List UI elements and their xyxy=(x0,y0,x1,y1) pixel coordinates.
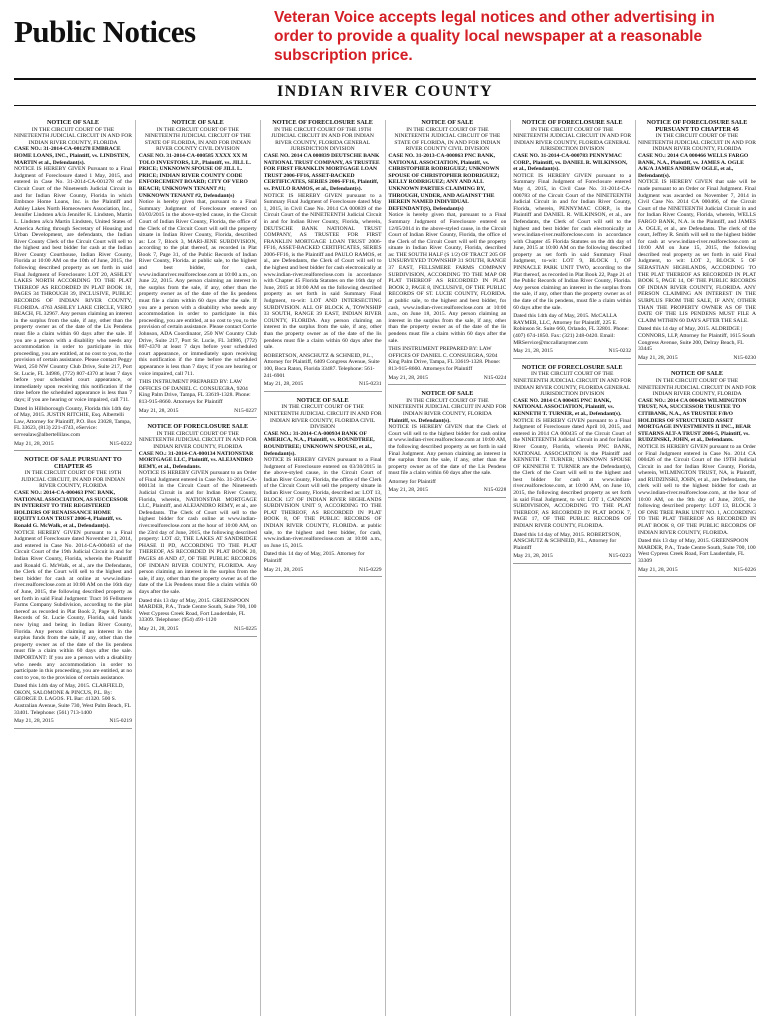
case-caption: Plaintiff, vs. Defendant(s). xyxy=(388,417,451,424)
case-caption: CASE NO.: 31-2014-CA-000134 NATIONSTAR MORTGAGE LLC, Plaintiff, vs. ALEJANDRO REMY, et al., Defendants. xyxy=(138,450,254,470)
legal-notice xyxy=(513,365,631,564)
legal-notice xyxy=(139,424,257,636)
case-caption: CASE NO. 31-2013-CA-000863 PNC BANK, NATIONAL ASSOCIATION, Plaintiff, vs. CHRISTOPHER RODRIGUEZ; UNKNOWN SPOUSE OF CHRISTOPHER RODRIGUEZ; KELLY RODRIGUEZ; ANY AND ALL UNKNOWN PARTIES CLAIMING BY, THROUGH, UNDER, AND AGAINST THE HEREIN NAMED INDIVIDUAL DEFENDANT(S), Defendant(s) xyxy=(388,152,500,212)
notice-reference: N15-0223 xyxy=(608,553,632,560)
notice-heading: NOTICE OF FORECLOSURE SALE xyxy=(272,120,373,126)
notice-footer xyxy=(14,441,132,448)
publication-dates: May 21, 28, 2015 xyxy=(263,566,304,573)
notice-signature: Dated this 14 day of May, 2015. ALDRIDGE | CONNORS, LLP, Attorney for Plaintiff, 1615 South Congress Avenue, Suite 200, Delray Beach, FL 33445 xyxy=(638,326,756,353)
notice-body: NOTICE IS HEREBY GIVEN pursuant to a Final Judgment of Foreclosure dated April 10, 2015, and entered in 2014 CA 000435 of the Circuit Court of the NINETEENTH Judicial Circuit in and for Indian River County, Florida, wherein PNC BANK, NATIONAL ASSOCIATION is the Plaintiff and KENNETH T. TURNER; UNKNOWN SPOUSE OF KENNETH T. TURNER are the Defendant(s), the Clerk of the Court will sell to the highest and best bidder for cash at www.indian-river.realforeclose.com, at 10:00 AM, on June 10, 2015, the following described property as set forth in said Final Judgment, to wit: LOT 1, CANNON SUBDIVISION, ACCORDING TO THE PLAT THEREOF, AS RECORDED IN PLAT BOOK 7, PAGE 17, OF THE PUBLIC RECORDS OF INDIAN RIVER COUNTY, FLORIDA. xyxy=(513,417,632,530)
legal-notice xyxy=(513,120,631,359)
notice-separator xyxy=(264,391,382,392)
notice-signature: THIS INSTRUMENT PREPARED BY: LAW OFFICES OF DANIEL C. CONSUEGRA, 9204 King Palm Drive, Tampa, FL 33619-1328. Phone: 813-915-8660. Attorneys for Plaintiff xyxy=(388,346,501,372)
publication-dates: May 21, 28, 2015 xyxy=(14,718,54,725)
case-caption: CASE NO. 31-2014-CA-000783 PENNYMAC CORP., Plaintiff, vs. DANIEL R. WILKINSON, et al., Defendant(s). xyxy=(513,152,628,173)
notice-body: NOTICE HEREBY GIVEN pursuant to a Final Judgment of Foreclosure dated November 21, 2014, and entered in Case No. 2014-CA-000463 of the Circuit Court of the 19th Judicial Circuit in and for Indian River County, Florida, wherein the Plaintiff and Ronald G. McWalk, et al., are the Defendants, the Clerk of the Court will sell to the highest and best bidder for cash at online at www.indian-river.realforeclose.com at 10:00 AM on the 16th day of June, 2015, the following described property as set forth in said Final Judgment: Tract 16 Fellsmere Farms Company Subdivision, according to the plat thereof as recorded in Plat Book 2, Page 8, Public Records of St. Lucie County, Florida, said lands now lying and being in Indian River County, Florida. Any person claiming an interest in the surplus funds from the sale, if any, other than the property owner as of the date of the lis pendens must file a claim within 60 days after the sale. IMPORTANT: If you are a person with a disability who needs any accommodation in order to participate in this proceeding, you are entitled, at no cost to you, to the provision of certain assistance. xyxy=(14,529,132,681)
notice-reference: N15-0227 xyxy=(234,407,257,414)
notice-column xyxy=(513,120,631,1016)
legal-notice xyxy=(638,371,756,577)
publication-dates: May 21, 28, 2015 xyxy=(638,354,678,361)
notice-heading: NOTICE OF FORECLOSURE SALE PURSUANT TO CHAPTER 45 xyxy=(646,120,748,133)
notice-reference: N15-0224 xyxy=(483,374,507,381)
case-caption: CASE NO.: 31-2014-CA-001278 EMBRACE HOME LOANS, INC., Plaintiff, vs. LINDSTEN, MARTIN et al., Defendant(s). xyxy=(14,146,130,166)
case-caption: CASE NO. 31-2014-CA-000585 XXXX XX M TOLO INVESTORS, LP., Plaintiff, vs. JILL L. PRICE; UNKNOWN SPOUSE OF JILL L. PRICE; INDIAN RIVER COUNTY CODE ENFORCEMENT BOARD; CITY OF VERO BEACH; UNKNOWN TENANT #1; UNKNOWN TENANT #2, Defendant(s) xyxy=(138,152,251,199)
notice-separator xyxy=(139,636,257,637)
notice-signature: Dated this 13 day of May, 2015. GREENSPOON MARDER, P.A., Trade Centre South, Suite 700, 100 West Cypress Creek Road, Fort Lauderdale, FL 33309. Telephone: (954) 491-1120 xyxy=(138,597,257,624)
notice-signature: Dated this 14 day of May, 2015. ROBERTSON, ANSCHUTZ & SCHNEID, P.L., Attorney for Plaintiff xyxy=(513,531,621,551)
publication-dates: May 21, 28, 2015 xyxy=(388,487,429,494)
legal-notice xyxy=(388,391,506,498)
publication-dates: May 21, 28, 2015 xyxy=(513,553,553,560)
notice-signature: Dated this 13 day of May, 2015. GREENSPOON MARDER, P.A., Trade Centre South, Suite 700, 100 West Cypress Creek Road, Fort Lauderdale, FL 33309 xyxy=(638,538,756,564)
notice-reference: N15-0219 xyxy=(109,718,132,725)
notice-heading: NOTICE OF SALE xyxy=(296,396,349,404)
notice-heading: NOTICE OF SALE xyxy=(670,370,724,378)
publication-dates: May 21, 28, 2015 xyxy=(513,348,553,355)
top-rule xyxy=(14,78,756,80)
notice-separator xyxy=(513,563,631,564)
column-rule xyxy=(385,120,386,1016)
notice-signature: THIS INSTRUMENT PREPARED BY: LAW OFFICES OF DANIEL C. CONSUEGRA, 9204 King Palm Drive, Tampa, FL 33619-1328. Phone: 813-915-8660. Attorneys for Plaintiff xyxy=(138,379,251,405)
notice-reference: N15-0229 xyxy=(358,566,382,573)
court-name: IN THE CIRCUIT COURT OF THE NINETEENTH JUDICIAL CIRCUIT IN AND FOR INDIAN RIVER COUNTY, FLORIDA xyxy=(138,430,257,450)
publication-dates: May 21, 28, 2015 xyxy=(263,381,304,388)
notice-heading: NOTICE OF SALE xyxy=(46,120,100,126)
notice-reference: N15-0230 xyxy=(733,354,756,361)
notice-signature: Dated this 14 day of May, 2015. Attorney for Plaintiff xyxy=(263,551,365,564)
notice-separator xyxy=(14,450,132,451)
notice-footer xyxy=(388,375,506,382)
notice-body: NOTICE IS HEREBY GIVEN pursuant to a Summary Final Judgment of Foreclosure dated May 1, 2015, in Civil Case No. 2014 CA 000839 of the Circuit Court of the NINETEENTH Judicial Circuit in and for Indian River County, Florida, wherein, DEUTSCHE BANK NATIONAL TRUST COMPANY, AS TRUSTEE FOR FIRST FRANKLIN MORTGAGE LOAN TRUST 2006-FF16, ASSET-BACKED CERTIFICATES, SERIES 2006-FF16, is the Plaintiff and PAULO RAMOS, et al., are Defendants, the Clerk of Court will sell to the highest and best bidder for cash electronically at www.indian-river.realforeclose.com in accordance with Chapter 45 Florida Statutes on the 16th day of June, 2015 at 10:00 AM on the following described property as set forth in said Summary Final Judgment, to-wit: LOT AND INTERSECTING SUBDIVISION. ALL OF BLOCK A, TOWNSHIP 33 SOUTH, RANGE 39 EAST, INDIAN RIVER COUNTY, FLORIDA. Any person claiming an interest in the surplus from the sale, if any, other than the property owner as of the date of the lis pendens must file a claim within 60 days after the sale. xyxy=(263,192,382,351)
tagline: Veteran Voice accepts legal notices and other advertising in order to provide a quality local newspaper at a reasonable subscription price. xyxy=(274,9,715,64)
court-name: IN THE CIRCUIT COURT OF THE NINETEENTH JUDICIAL CIRCUIT IN AND FOR INDIAN RIVER COUNTY, FLORIDA xyxy=(388,397,507,417)
notice-separator xyxy=(388,497,506,498)
column-rule xyxy=(510,120,511,1016)
case-caption: CASE NO.: 31-2014-CA-000934 BANK OF AMERICA, N.A., Plaintiff, vs. ROUNDTREE, ROUNDTREE; UNKNOWN SPOUSE, et al., Defendant(s). xyxy=(263,430,375,457)
notice-footer xyxy=(264,567,382,574)
notice-reference: N15-0228 xyxy=(483,487,507,494)
notice-body: NOTICE IS HEREBY GIVEN pursuant to an Order or Final Judgment entered in Case No. 2014 CA 000426 of the Circuit Court of the 19TH Judicial Circuit in and for Indian River County, Florida, wherein, WILMINGTON TRUST, NA, is Plaintiff, and RUDZINSKI, JOHN, et al., are Defendants, the clerk will sell to the highest bidder for cash at www.indian-river.realforeclose.com, at the hour of 10:00 AM, on the 9th day of June, 2015, the following described property: LOT 13, BLOCK 3 OF ONE TREE PARK UNIT NO. 1, ACCORDING TO THE PLAT THEREOF AS RECORDED IN PLAT BOOK 8, OF THE PUBLIC RECORDS OF INDIAN RIVER COUNTY, FLORIDA. xyxy=(638,443,756,536)
case-caption: CASE NO.: 2014 CA 000466 WELLS FARGO BANK, N.A., Plaintiff, vs. JAMES A. OGLE A/K/A JAMES ANDREW OGLE, et al., Defendant(s). xyxy=(638,152,749,179)
legal-notice xyxy=(139,120,257,418)
case-caption: CASE NO. 2014 CA 000435 PNC BANK, NATIONAL ASSOCIATION, Plaintiff, vs. KENNETH T. TURNER, et al., Defendant(s). xyxy=(513,397,622,417)
case-caption: CASE NO. 2014 CA 000839 DEUTSCHE BANK NATIONAL TRUST COMPANY, AS TRUSTEE FOR FIRST FRANKLIN MORTGAGE LOAN TRUST 2006-FF16, ASSET-BACKED CERTIFICATES, SERIES 2006-FF16, Plaintiff, vs. PAULO RAMOS, et al., Defendant(s). xyxy=(263,152,380,192)
publication-dates: May 21, 28, 2015 xyxy=(14,440,54,447)
notice-heading: NOTICE OF SALE xyxy=(171,120,224,126)
publication-dates: May 21, 28, 2015 xyxy=(138,407,179,414)
publication-dates: May 21, 28, 2015 xyxy=(388,374,429,381)
masthead xyxy=(14,8,756,72)
notice-column xyxy=(139,120,257,1016)
notice-heading: NOTICE OF FORECLOSURE SALE xyxy=(521,363,623,371)
court-name: IN THE CIRCUIT COURT OF THE NINETEENTH JUDICIAL CIRCUIT IN AND FOR INDIAN RIVER COUNTY, FLORIDA CIVIL DIVISION xyxy=(263,404,382,431)
notice-reference: N15-0225 xyxy=(234,625,257,632)
legal-notice xyxy=(388,120,506,385)
notice-footer xyxy=(388,487,506,494)
notice-heading: NOTICE OF SALE xyxy=(421,120,474,126)
notice-body: NOTICE IS HEREBY GIVEN pursuant to a Final Judgment of Foreclosure entered on 03/30/2015 in the above-styled cause, in the Circuit Court of Indian River County, Florida, the office of the Clerk of the Circuit Court will sell the property situate in Indian River County, Florida, described as: LOT 13, BLOCK 127 OF INDIAN RIVER HIGHLANDS SUBDIVISION UNIT 9, ACCORDING TO THE PLAT THEREOF, AS RECORDED IN PLAT BOOK 8, OF THE PUBLIC RECORDS OF INDIAN RIVER COUNTY, FLORIDA. at public sale, to the highest and best bidder, for cash, www.indian-river.realforeclose.com at 10:00 a.m., on June 15, 2015. xyxy=(263,457,382,549)
notice-heading: NOTICE OF SALE xyxy=(421,390,474,398)
notice-heading: NOTICE OF FORECLOSURE SALE xyxy=(147,423,249,431)
section-title: Public Notices xyxy=(14,14,196,49)
notice-columns xyxy=(14,120,756,1016)
notice-column xyxy=(264,120,382,1016)
notice-body: NOTICE IS HEREBY GIVEN that the Clerk of Court will sell to the highest bidder for cash online at www.indian-river.realforeclose.com at 10:00 AM, the following described property as set forth in said Final Judgment. Any person claiming an interest in the surplus from the sale, if any, other than the property owner as of the date of the Lis Pendens must file a claim within 60 days after the sale. xyxy=(388,424,507,477)
notice-footer xyxy=(139,408,257,415)
column-rule xyxy=(635,120,636,1016)
notice-column xyxy=(638,120,756,1016)
notice-reference: N15-0231 xyxy=(358,381,382,388)
notice-body: NOTICE IS HEREBY GIVEN pursuant to an Order of Final Judgment entered in Case No. 31-2014-CA-000134 in the Circuit Court of the Nineteenth Judicial Circuit in and for Indian River County, Florida, wherein, NATIONSTAR MORTGAGE LLC, Plaintiff, and ALEJANDRO REMY, et al., are Defendants. The Clerk of Court will sell to the highest bidder for cash online at www.indian-river.realforeclose.com at the hour of 10:00 AM, on the 23rd day of June, 2015, the following described property: LOT 42, THE LAKES AT SANDRIDGE PHASE II PD, ACCORDING TO THE PLAT THEREOF, AS RECORDED IN PLAT BOOK 20, PAGES 46 AND 47, OF THE PUBLIC RECORDS OF INDIAN RIVER COUNTY, FLORIDA. Any person claiming an interest in the surplus from the sale, if any, other than the property owner as of the date of the Lis Pendens must file a claim within 60 days after the sale. xyxy=(138,470,257,595)
notice-signature: Dated this 14th day of May, 2015. CLARFIELD, OKON, SALOMONE & PINCUS, P.L. By: GEORGE D. LAGOS. FL Bar: 41320. 500 S. Australian Avenue, Suite 730, West Palm Beach, FL 33401. Telephone: (561) 713-1400 xyxy=(14,683,131,716)
notice-separator xyxy=(264,576,382,577)
column-rule xyxy=(260,120,261,1016)
court-name: IN THE CIRCUIT COURT OF THE NINETEENTH JUDICIAL CIRCUIT IN AND FOR INDIAN RIVER COUNTY, FLORIDA GENERAL JURISDICTION DIVISION xyxy=(513,126,632,153)
notice-body: NOTICE IS HEREBY GIVEN that sale will be made pursuant to an Order or Final Judgment. Final Judgment was awarded on November 7, 2014 in Civil Case No. 2014 CA 000466, of the Circuit Court of the NINETEENTH Judicial Circuit in and for Indian River County, Florida, wherein, WELLS FARGO BANK, N.A. is the Plaintiff, and JAMES A. OGLE, et al., are Defendants. The clerk of the court, Jeffrey R. Smith will sell to the highest bidder for cash at www.indian-river.realforeclose.com at 10:00 AM on June 15, 2015, the following described real property as set forth in said Final Judgment, to wit: LOT 2, BLOCK 5 OF SEBASTIAN HIGHLANDS, ACCORDING TO THE PLAT THEREOF AS RECORDED IN PLAT BOOK 5, PAGE 14, OF THE PUBLIC RECORDS OF INDIAN RIVER COUNTY, FLORIDA. ANY PERSON CLAIMING AN INTEREST IN THE SURPLUS FROM THE SALE, IF ANY, OTHER THAN THE PROPERTY OWNER AS OF THE DATE OF THE LIS PENDENS MUST FILE A CLAIM WITHIN 60 DAYS AFTER THE SALE. xyxy=(638,179,756,324)
notice-footer xyxy=(139,626,257,633)
notice-footer xyxy=(513,348,631,355)
legal-notice xyxy=(638,120,756,365)
notice-column xyxy=(14,120,132,1016)
notice-body: Notice is hereby given that, pursuant to a Final Summary Judgment of Foreclosure entered on 12/05/2014 in the above-styled cause, in the Circuit Court of Indian River County, Florida, the office of the Clerk of the Circuit Court will sell the property situate in Indian River County, Florida, described as: THE SOUTH HALF (S 1/2) OF TRACT 205 OF UNSURVEYED TOWNSHIP 31 SOUTH, RANGE 37 EAST, FELLSMERE FARMS COMPANY SUBDIVISION, ACCORDING TO THE MAP OR PLAT THEREOF AS RECORDED IN PLAT BOOK 2, PAGE 8, INCLUSIVE, OF THE PUBLIC RECORDS OF ST. LUCIE COUNTY, FLORIDA. at public sale, to the highest and best bidder, for cash, www.indian-river.realforeclose.com at 10:00 a.m., on June 18, 2015. Any person claiming an interest in the surplus from the sale, if any, other than the property owner as of the date of the lis pendens must file a claim within 60 days after the sale. xyxy=(388,212,507,344)
county-header xyxy=(14,78,756,110)
notice-separator xyxy=(139,417,257,418)
notice-footer xyxy=(14,718,132,725)
notice-separator xyxy=(638,364,756,365)
notice-body: Notice is hereby given that, pursuant to a Final Summary Judgment of Foreclosure entered on 03/03/2015 in the above-styled cause, in the Circuit Court of Indian River County, Florida, the office of the Clerk of the Circuit Court will sell the property situate in Indian River County, Florida, described as: Lot 7, Block 3, MARI-JENE SUBDIVISION, according to the plat thereof, as recorded in Plat Book 7, Page 31, of the Public Records of Indian River County, Florida. at public sale, to the highest and best bidder, for cash, www.indianriver.realforeclose.com at 10:00 a.m., on June 22, 2015. Any person claiming an interest in the surplus from the sale, if any, other than the property owner as of the date of the lis pendens must file a claim within 60 days after the sale. If you are a person with a disability who needs any accommodation in order to participate in this proceeding, you are entitled, at no cost to you, to the provision of certain assistance. Please contact Corrie Johnson, ADA Coordinator, 250 NW Country Club Drive, Suite 217, Port St. Lucie, FL 34986, (772) 807-4370 at least 7 days before your scheduled court appearance, or immediately upon receiving this notification if the time before the scheduled appearance is less than 7 days; if you are hearing or voice impaired, call 711. xyxy=(138,199,257,377)
notice-reference: N15-0232 xyxy=(608,348,632,355)
notice-column xyxy=(388,120,506,1016)
court-name: IN THE CIRCUIT COURT OF THE NINETEENTH JUDICIAL CIRCUIT IN AND FOR INDIAN RIVER COUNTY, FLORIDA GENERAL JURISDICTION DIVISION xyxy=(513,371,632,398)
court-name: IN THE CIRCUIT COURT OF THE NINETEENTH JUDICIAL CIRCUIT IN AND FOR INDIAN RIVER COUNTY, FLORIDA xyxy=(14,126,132,146)
notice-separator xyxy=(388,384,506,385)
column-rule xyxy=(135,120,136,1016)
legal-notice xyxy=(14,457,132,729)
case-caption: CASE NO.: 2014 CA 000426 WILMINGTON TRUST, NA, SUCCESSOR TRUSTEE TO CITIBANK, N.A., AS TRUSTEE F/B/O HOLDERS OF STRUCTURED ASSET MORTGAGE INVESTMENTS II INC., BEAR STEARNS ALT-A TRUST 2006-5, Plaintiff, vs. RUDZINSKI, JOHN, et al., Defendants. xyxy=(638,397,751,444)
court-name: IN THE CIRCUIT COURT OF THE 19TH JUDICIAL CIRCUIT IN AND FOR INDIAN RIVER COUNTY, FLORIDA GENERAL JURISDICTION DIVISION xyxy=(271,126,374,153)
notice-separator xyxy=(14,728,132,729)
notice-signature: Attorney for Plaintiff xyxy=(388,478,436,485)
legal-notice xyxy=(264,120,382,392)
bottom-rule xyxy=(14,105,756,106)
notice-footer xyxy=(264,381,382,388)
court-name: IN THE CIRCUIT COURT OF THE NINETEENTH JUDICIAL CIRCUIT IN AND FOR INDIAN RIVER COUNTY, FLORIDA xyxy=(638,377,756,398)
notice-heading: NOTICE OF FORECLOSURE SALE xyxy=(521,120,623,126)
notice-signature: Dated this 14th day of May, 2015. McCALLA RAYMER, LLC, Attorney for Plaintiff, 225 E. Robinson St. Suite 660, Orlando, FL 32801. Phone: (407) 674-1850. Fax: (321) 248-0420. Email: MRService@mccallaraymer.com xyxy=(513,313,629,346)
notice-footer xyxy=(638,567,756,574)
notice-signature: ROBERTSON, ANSCHUTZ & SCHNEID, P.L., Attorney for Plaintiff, 6409 Congress Avenue, Suite 100, Boca Raton, Florida 33487. Telephone: 561-241-6901 xyxy=(263,352,380,379)
notice-reference: N15-0222 xyxy=(109,440,132,447)
court-name: IN THE CIRCUIT COURT OF THE 19TH JUDICIAL CIRCUIT, IN AND FOR INDIAN RIVER COUNTY, FLORIDA xyxy=(21,470,125,490)
notice-heading: NOTICE OF SALE PURSUANT TO CHAPTER 45 xyxy=(24,456,122,470)
notice-footer xyxy=(513,553,631,560)
county-title: INDIAN RIVER COUNTY xyxy=(276,83,494,100)
notice-separator xyxy=(513,358,631,359)
notice-signature: Dated in Hillsborough County, Florida this 14th day of May, 2015. JUSTIN RITCHIE, Esq. Albertelli Law, Attorney for Plaintiff, P.O. Box 23028, Tampa, FL 33623, (813) 221-4743, eService: servealaw@albertellilaw.com xyxy=(14,405,131,438)
notice-body: NOTICE IS HEREBY GIVEN pursuant to a Summary Final Judgment of Foreclosure entered May 4, 2015, in Civil Case No. 31-2014-CA-000783 of the Circuit Court of the NINETEENTH Judicial Circuit in and for Indian River County, Florida, wherein, PENNYMAC CORP., is the Plaintiff and DANIEL R. WILKINSON, et al., are Defendants, the Clerk of Court will sell to the highest and best bidder for cash electronically at www.indian-river.realforeclose.com in accordance with Chapter 45 Florida Statutes on the 4th day of June, 2015 at 10:00 AM on the following described property as set forth in said Summary Final Judgment, to-wit: LOT 9, BLOCK 1, OF PINNACLE PARK UNIT TWO, according to the Plat thereof, as recorded in Plat Book 22, Page 21 of the Public Records of Indian River County, Florida. Any person claiming an interest in the surplus from the sale, if any, other than the property owner as of the date of the lis pendens, must file a claim within 60 days after the sale. xyxy=(513,172,632,311)
publication-dates: May 21, 28, 2015 xyxy=(138,625,179,632)
court-name: IN THE CIRCUIT COURT OF THE NINETEENTH JUDICIAL CIRCUIT OF THE STATE OF FLORIDA, IN AND FOR INDIAN RIVER COUNTY CIVIL DIVISION xyxy=(394,126,501,153)
legal-notice xyxy=(14,120,132,451)
notice-footer xyxy=(638,355,756,362)
notice-body: NOTICE IS HEREBY GIVEN Pursuant to a Final Judgment of Foreclosure dated 1 May, 2015, and entered in Case No. 31-2014-CA-001278 of the Circuit Court of the Nineteenth Judicial Circuit in and for Indian River County, Florida in which Embrace Home Loans, Inc. is the Plaintiff and Ashley Lakes North Homeowners Association, Inc., Jennifer Lindsten a/k/a Jennifer K. Lindsten, Martin L. Lindsten a/k/a Martin Lindsten, United States of America Acting through Secretary of Housing and Urban Development, are defendants, the Indian River County Clerk of the Circuit Court will sell to the highest and best bidder for cash at the Indian River County Courthouse, Indian River County, Florida at 10:00 AM on the 10th of June, 2015, the following described property as set forth in said Final Judgment of Foreclosure: LOT 20, ASHLEY LAKES NORTH ACCORDING TO THE PLAT THEREOF AS RECORDED IN PLAT BOOK 18, PAGES 34 THROUGH 39, INCLUSIVE, PUBLIC RECORDS OF INDIAN RIVER COUNTY, FLORIDA. 4763 ASHLEY LAKE CIRCLE, VERO BEACH, FL 32967. Any person claiming an interest in the surplus from the sale, if any, other than the property owner as of the date of the Lis Pendens must file a claim within 60 days after the sale. If you are a person with a disability who needs any accommodation in order to participate in this proceeding, you are entitled, at no cost to you, to the provision of certain assistance. Please contact Peggy Ward, 250 NW Country Club Drive, Suite 217, Port St. Lucie, FL 34986, (772) 807-4370 at least 7 days before your scheduled court appearance, or immediately upon receiving this notification if the time before the scheduled appearance is less than 7 days; if you are hearing or voice impaired, call 711. xyxy=(14,166,132,403)
court-name: IN THE CIRCUIT COURT OF THE NINETEENTH JUDICIAL CIRCUIT OF THE STATE OF FLORIDA, IN AND FOR INDIAN RIVER COUNTY CIVIL DIVISION xyxy=(144,126,251,153)
notice-reference: N15-0226 xyxy=(733,566,756,573)
notice-separator xyxy=(638,576,756,577)
publication-dates: May 21, 28, 2015 xyxy=(638,566,678,573)
court-name: IN THE CIRCUIT COURT OF THE NINETEENTH JUDICIAL CIRCUIT IN AND FOR INDIAN RIVER COUNTY, FLORIDA xyxy=(638,133,756,153)
case-caption: CASE NO.: 2014-CA-000463 PNC BANK, NATIONAL ASSOCIATION, AS SUCCESSOR IN INTEREST TO THE REGISTERED HOLDERS OF RENAISSANCE HOME EQUITY LOAN TRUST 2006-4, Plaintiff, vs. Ronald G. McWalk, et al., Defendant(s). xyxy=(14,490,128,530)
legal-notice xyxy=(264,398,382,577)
